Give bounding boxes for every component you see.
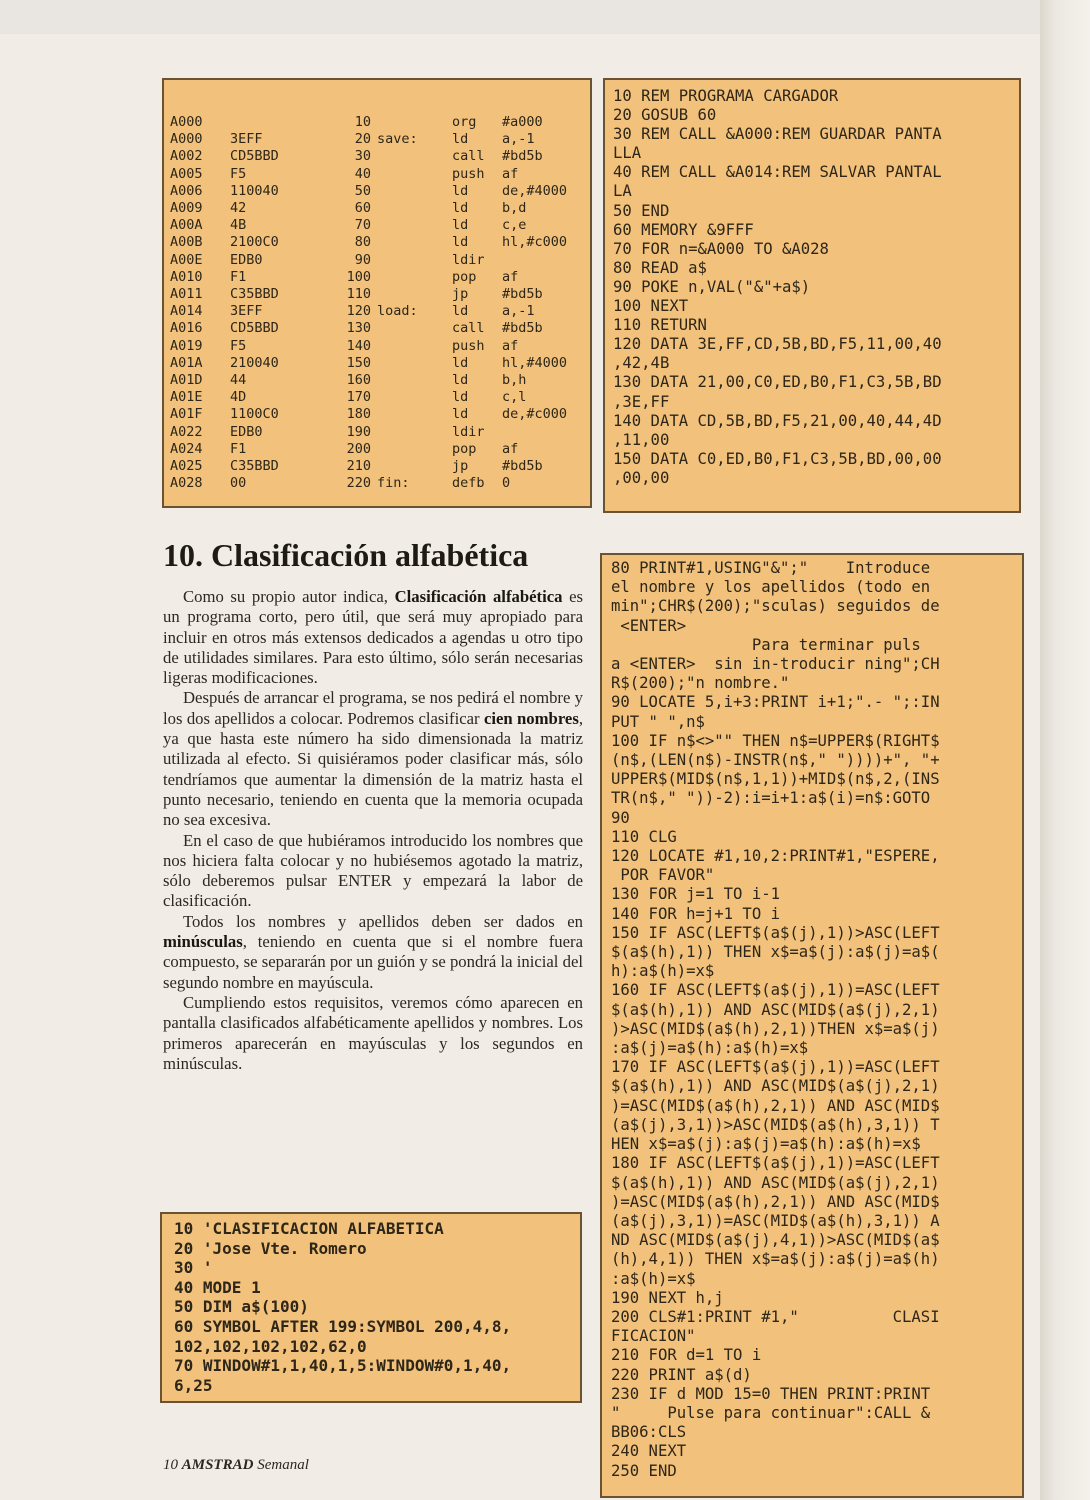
asm-address: A01D: [170, 372, 203, 389]
asm-hex-bytes: C35BBD: [230, 286, 279, 303]
asm-line-number: 70: [354, 217, 371, 234]
asm-line-number: 150: [346, 354, 371, 371]
asm-label: [377, 114, 452, 131]
article-paragraph: [163, 587, 583, 688]
page-top-strip: [0, 0, 1090, 34]
asm-mnemonic: ld: [452, 389, 469, 406]
asm-operands: a,-1: [502, 303, 535, 320]
asm-address: A019: [170, 337, 203, 354]
asm-operands: [502, 252, 567, 269]
asm-line-number: 40: [354, 165, 371, 182]
asm-label: [377, 355, 452, 372]
asm-line-number: 190: [346, 423, 371, 440]
asm-operands: [502, 424, 567, 441]
paragraph-text: Como su propio autor indica,: [183, 587, 395, 606]
asm-hex-bytes: 44: [230, 372, 247, 389]
asm-mnemonic: push: [452, 337, 485, 354]
assembly-row: [170, 355, 567, 372]
asm-mnemonic: ld: [452, 200, 469, 217]
asm-mnemonic: ldir: [452, 251, 485, 268]
asm-address: A000: [170, 131, 203, 148]
assembly-row: [170, 269, 567, 286]
assembly-row: [170, 338, 567, 355]
page-spine-edge: [1040, 0, 1090, 1500]
asm-address: A01F: [170, 406, 203, 423]
page-footer: [163, 1457, 309, 1474]
assembly-row: [170, 424, 567, 441]
asm-hex-bytes: 4B: [230, 217, 247, 234]
asm-hex-bytes: CD5BBD: [230, 320, 279, 337]
asm-address: A000: [170, 114, 203, 130]
assembly-row: [170, 286, 567, 303]
article-body: [163, 587, 583, 1074]
asm-operands: b,d: [502, 200, 527, 217]
asm-label: [377, 389, 452, 406]
asm-line-number: 10: [354, 114, 371, 130]
asm-line-number: 30: [354, 148, 371, 165]
bold-term: cien nombres: [483, 708, 579, 728]
asm-address: A022: [170, 423, 203, 440]
asm-line-number: 60: [354, 200, 371, 217]
program-start-box: [160, 1212, 582, 1403]
assembly-row: [170, 234, 567, 251]
asm-mnemonic: pop: [452, 268, 477, 285]
asm-label: [377, 269, 452, 286]
assembly-listing-box: [162, 78, 592, 508]
footer-magazine-name: AMSTRAD: [181, 1457, 254, 1473]
asm-hex-bytes: [230, 114, 333, 131]
asm-mnemonic: ld: [452, 131, 469, 148]
asm-label: [377, 320, 452, 337]
asm-label: fin:: [377, 475, 410, 492]
asm-operands: b,h: [502, 372, 527, 389]
asm-operands: de,#4000: [502, 182, 568, 199]
paragraph-text: , teniendo en cuenta que si el nombre fuera compuesto, se separarán por un guión y se pondrá la inicial del segundo nombre en mayúscula.: [163, 932, 583, 992]
paragraph-text: Cumpliendo estos requisitos, veremos cómo aparecen en pantalla clasificados alfabéticamente apellidos y nombres. Los primeros aparecerán en mayúsculas y los segundos en minúsculas.: [163, 992, 583, 1073]
asm-label: [377, 217, 452, 234]
article-paragraph: [163, 993, 583, 1074]
asm-address: A005: [170, 165, 203, 182]
asm-hex-bytes: F5: [230, 165, 247, 182]
asm-operands: af: [502, 165, 519, 182]
asm-hex-bytes: 4D: [230, 389, 247, 406]
asm-address: A028: [170, 475, 203, 492]
asm-label: [377, 372, 452, 389]
asm-hex-bytes: F1: [230, 440, 247, 457]
bold-term: minúsculas: [163, 932, 243, 952]
asm-hex-bytes: 3EFF: [230, 303, 263, 320]
asm-address: A01A: [170, 354, 203, 371]
article-paragraph: [163, 912, 583, 993]
asm-line-number: 80: [354, 234, 371, 251]
footer-magazine-subtitle: Semanal: [257, 1457, 309, 1473]
asm-operands: af: [502, 440, 519, 457]
asm-address: A024: [170, 440, 203, 457]
asm-label: load:: [377, 303, 418, 320]
asm-hex-bytes: 42: [230, 200, 247, 217]
asm-label: [377, 148, 452, 165]
asm-line-number: 220: [346, 475, 371, 492]
asm-operands: de,#c000: [502, 406, 568, 423]
assembly-row: [170, 372, 567, 389]
asm-line-number: 180: [346, 406, 371, 423]
bold-term: Clasificación alfabética: [394, 587, 563, 606]
asm-mnemonic: ld: [452, 182, 469, 199]
asm-mnemonic: defb: [452, 475, 485, 492]
asm-mnemonic: org: [452, 114, 477, 130]
asm-hex-bytes: 3EFF: [230, 131, 263, 148]
assembly-row: [170, 441, 567, 458]
asm-mnemonic: ld: [452, 406, 469, 423]
asm-operands: af: [502, 268, 519, 285]
asm-hex-bytes: C35BBD: [230, 458, 279, 475]
assembly-row: [170, 458, 567, 475]
program-listing-box: [600, 553, 1024, 1498]
asm-line-number: 120: [346, 303, 371, 320]
assembly-listing-table: [170, 114, 567, 492]
asm-operands: hl,#c000: [502, 234, 568, 251]
asm-address: A009: [170, 200, 203, 217]
loader-program-code: 10 REM PROGRAMA CARGADOR 20 GOSUB 60 30 REM CALL &A000:REM GUARDAR PANTA LLA 40 REM CALL &A014:REM SALVAR PANTAL LA 50 END 60 MEMORY &9FFF 70 FOR n=&A000 TO &A028 80 READ a$ 90 POKE n,VAL("&"+a$) 100 NEXT 110 RETURN 120 DATA 3E,FF,CD,5B,BD,F5,11,00,40 ,42,4B 130 DATA 21,00,C0,ED,B0,F1,C3,5B,BD ,3E,FF 140 DATA CD,5B,BD,F5,21,00,40,44,4D ,11,00 150 DATA C0,ED,B0,F1,C3,5B,BD,00,00 ,00,00: [613, 87, 942, 487]
asm-mnemonic: call: [452, 320, 485, 337]
asm-label: [377, 200, 452, 217]
assembly-row: [170, 389, 567, 406]
assembly-row: [170, 303, 567, 320]
asm-hex-bytes: F5: [230, 337, 247, 354]
asm-address: A00B: [170, 234, 203, 251]
program-listing-code: 80 PRINT#1,USING"&";" Introduce el nombre y los apellidos (todo en min";CHR$(200);"sculas) seguidos de <ENTER> Para terminar puls a <ENTER> sin in-troducir ning";CH R$(200);"n nombre." 90 LOCATE 5,i+3:PRINT i+1;".- ";:IN PUT " ",n$ 100 IF n$<>"" THEN n$=UPPER$(RIGHT$ (n$,(LEN(n$)-INSTR(n$," "))))+", "+ UPPER$(MID$(n$,1,1))+MID$(n$,2,(INS TR(n$," "))-2):i=i+1:a$(i)=n$:GOTO 90 110 CLG 120 LOCATE #1,10,2:PRINT#1,"ESPERE, POR FAVOR" 130 FOR j=1 TO i-1 140 FOR h=j+1 TO i 150 IF ASC(LEFT$(a$(j),1))>ASC(LEFT $(a$(h),1)) THEN x$=a$(j):a$(j)=a$( h):a$(h)=x$ 160 IF ASC(LEFT$(a$(j),1))=ASC(LEFT $(a$(h),1)) AND ASC(MID$(a$(j),2,1) )>ASC(MID$(a$(h),2,1))THEN x$=a$(j) :a$(j)=a$(h):a$(h)=x$ 170 IF ASC(LEFT$(a$(j),1))=ASC(LEFT $(a$(h),1)) AND ASC(MID$(a$(j),2,1) )=ASC(MID$(a$(h),2,1)) AND ASC(MID$ (a$(j),3,1))>ASC(MID$(a$(h),3,1)) T HEN x$=a$(j):a$(j)=a$(h):a$(h)=x$ 180 IF ASC(LEFT$(a$(j),1))=ASC(LEFT $(a$(h),1)) AND ASC(MID$(a$(j),2,1) )=ASC(MID$(a$(h),2,1)) AND ASC(MID$ (a$(j),3,1))=ASC(MID$(a$(h),3,1)) A ND ASC(MID$(a$(j),4,1))>ASC(MID$(a$ (h),4,1)) THEN x$=a$(j):a$(j)=a$(h) :a$(h)=x$ 190 NEXT h,j 200 CLS#1:PRINT #1," CLASI FICACION" 210 FOR d=1 TO i 220 PRINT a$(d) 230 IF d MOD 15=0 THEN PRINT:PRINT " Pulse para continuar":CALL & BB06:CLS 240 NEXT 250 END: [611, 559, 940, 1480]
assembly-row: [170, 131, 567, 148]
asm-operands: #a000: [502, 114, 543, 130]
asm-hex-bytes: F1: [230, 268, 247, 285]
asm-line-number: 200: [346, 440, 371, 457]
loader-program-box: [603, 78, 1021, 513]
asm-mnemonic: jp: [452, 286, 469, 303]
asm-mnemonic: ldir: [452, 423, 485, 440]
assembly-row: [170, 166, 567, 183]
asm-operands: #bd5b: [502, 148, 543, 165]
asm-mnemonic: ld: [452, 303, 469, 320]
asm-operands: hl,#4000: [502, 354, 568, 371]
asm-mnemonic: call: [452, 148, 485, 165]
asm-address: A016: [170, 320, 203, 337]
asm-operands: c,e: [502, 217, 527, 234]
asm-hex-bytes: 110040: [230, 182, 279, 199]
asm-mnemonic: ld: [452, 372, 469, 389]
assembly-row: [170, 114, 567, 131]
asm-operands: 0: [502, 475, 511, 492]
asm-address: A006: [170, 182, 203, 199]
asm-line-number: 130: [346, 320, 371, 337]
assembly-row: [170, 406, 567, 423]
paragraph-text: , ya que hasta este número ha sido dimensionada la matriz utilizada al efecto. Si quisiéramos poder clasificar más, sólo tendríamos que aumentar la dimensión de la matriz hasta el punto necesario, teniendo en cuenta que la memoria ocupada no sea excesiva.: [163, 708, 583, 830]
asm-label: [377, 406, 452, 423]
asm-line-number: 170: [346, 389, 371, 406]
asm-hex-bytes: 2100C0: [230, 234, 279, 251]
asm-mnemonic: ld: [452, 217, 469, 234]
asm-operands: af: [502, 337, 519, 354]
footer-page-number: 10: [163, 1457, 178, 1473]
asm-label: [377, 183, 452, 200]
asm-line-number: 20: [354, 131, 371, 148]
asm-label: [377, 166, 452, 183]
asm-operands: c,l: [502, 389, 527, 406]
asm-address: A011: [170, 286, 203, 303]
asm-line-number: 90: [354, 251, 371, 268]
asm-line-number: 160: [346, 372, 371, 389]
asm-label: save:: [377, 131, 418, 148]
asm-label: [377, 286, 452, 303]
assembly-row: [170, 475, 567, 492]
asm-label: [377, 252, 452, 269]
asm-address: A025: [170, 458, 203, 475]
asm-mnemonic: ld: [452, 234, 469, 251]
asm-address: A010: [170, 268, 203, 285]
asm-label: [377, 338, 452, 355]
assembly-row: [170, 217, 567, 234]
asm-operands: #bd5b: [502, 320, 543, 337]
asm-hex-bytes: EDB0: [230, 251, 263, 268]
asm-hex-bytes: 210040: [230, 354, 279, 371]
asm-line-number: 50: [354, 182, 371, 199]
assembly-row: [170, 320, 567, 337]
paragraph-text: Después de arrancar el programa, se nos pedirá el nombre y los dos apellidos a colocar. Podremos clasificar: [163, 688, 583, 728]
asm-operands: a,-1: [502, 131, 535, 148]
asm-label: [377, 441, 452, 458]
asm-line-number: 100: [346, 268, 371, 285]
article-paragraph: [163, 831, 583, 912]
asm-mnemonic: pop: [452, 440, 477, 457]
article-title: 10. Clasificación alfabética: [163, 537, 529, 573]
asm-hex-bytes: EDB0: [230, 423, 263, 440]
program-start-code: 10 'CLASIFICACION ALFABETICA 20 'Jose Vte. Romero 30 ' 40 MODE 1 50 DIM a$(100) 60 SYMBOL AFTER 199:SYMBOL 200,4,8, 102,102,102,102,62,0 70 WINDOW#1,1,40,1,5:WINDOW#0,1,40, 6,25: [174, 1219, 512, 1395]
assembly-row: [170, 252, 567, 269]
asm-line-number: 210: [346, 458, 371, 475]
asm-address: A014: [170, 303, 203, 320]
paragraph-text: es un programa corto, pero útil, que será muy apropiado para incluir en otros más extensos dedicados a agendas u otro tipo de utilidades similares. Para esto último, sólo serán necesarias ligeras modificaciones.: [163, 587, 584, 688]
asm-address: A00A: [170, 217, 203, 234]
asm-mnemonic: ld: [452, 354, 469, 371]
asm-address: A002: [170, 148, 203, 165]
asm-address: A00E: [170, 251, 203, 268]
paragraph-text: En el caso de que hubiéramos introducido los nombres que nos hiciera falta colocar y no hubiésemos agotado la matriz, sólo deberemos pulsar ENTER y empezará la labor de clasificación.: [163, 830, 583, 911]
paragraph-text: Todos los nombres y apellidos deben ser dados en: [183, 911, 583, 931]
asm-hex-bytes: CD5BBD: [230, 148, 279, 165]
article-paragraph: [163, 688, 583, 830]
asm-line-number: 140: [346, 337, 371, 354]
asm-label: [377, 234, 452, 251]
asm-operands: #bd5b: [502, 458, 543, 475]
asm-line-number: 110: [346, 286, 371, 303]
assembly-row: [170, 200, 567, 217]
asm-label: [377, 458, 452, 475]
asm-label: [377, 424, 452, 441]
asm-hex-bytes: 1100C0: [230, 406, 279, 423]
asm-hex-bytes: 00: [230, 475, 247, 492]
asm-operands: #bd5b: [502, 286, 543, 303]
assembly-row: [170, 148, 567, 165]
asm-address: A01E: [170, 389, 203, 406]
assembly-listing-rows: [170, 114, 567, 492]
assembly-row: [170, 183, 567, 200]
asm-mnemonic: push: [452, 165, 485, 182]
asm-mnemonic: jp: [452, 458, 469, 475]
